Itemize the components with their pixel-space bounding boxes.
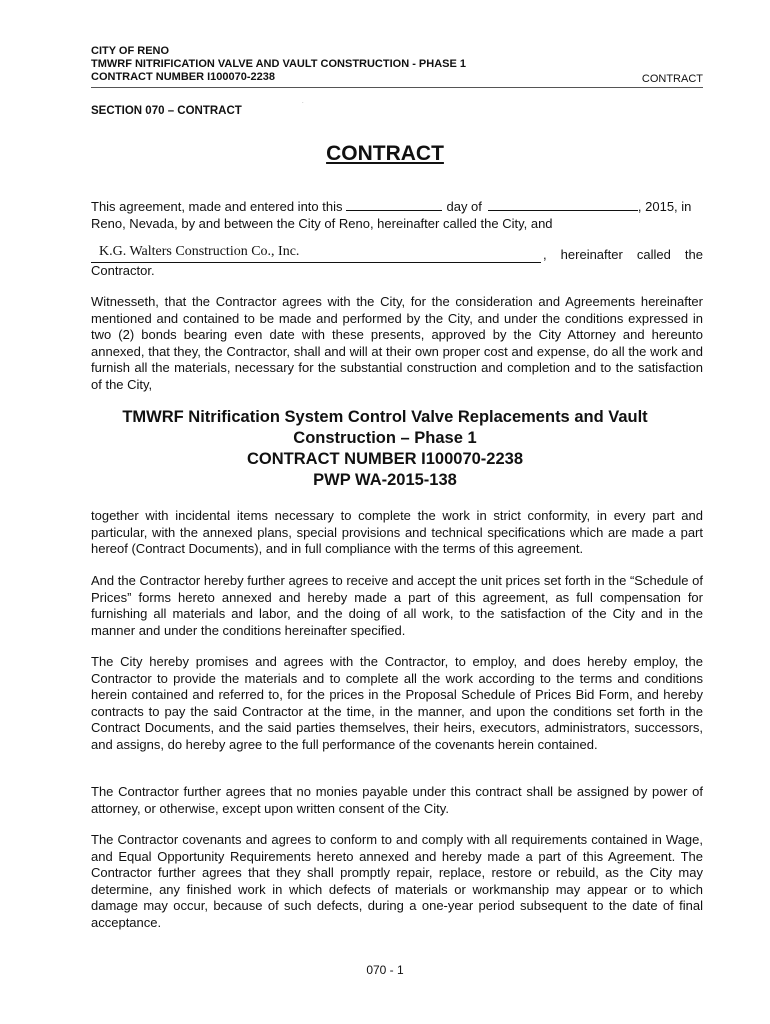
header-project: TMWRF NITRIFICATION VALVE AND VAULT CONSTRUCTION - PHASE 1 — [91, 58, 466, 70]
project-pwp-number: PWP WA-2015-138 — [313, 471, 457, 489]
unit-prices-paragraph: And the Contractor hereby further agrees to receive and accept the unit prices set forth in the “Schedule of Prices” forms hereto annexed and hereby made a part of this agreement, as full compensation for furnishing all materials and labor, and the doing of all work, to the satisfaction of the City and in the manner and under the conditions hereinafter specified. — [91, 573, 703, 638]
agreement-line-2: Reno, Nevada, by and between the City of Reno, hereinafter called the City, and — [91, 215, 553, 231]
contractor-label: Contractor. — [91, 263, 155, 278]
contractor-name-field[interactable]: K.G. Walters Construction Co., Inc. — [91, 244, 541, 263]
city-promises-paragraph: The City hereby promises and agrees with the Contractor, to employ, and does hereby employ, the Contractor to provide the materials and to complete all the work according to the terms and conditions herein contained and referred to, for the prices in the Proposal Schedule of Prices Bid Form, and hereby contracts to pay the said Contractor at the time, in the manner, and upon the conditions set forth in the Contract Documents, and the said parties themselves, their heirs, executors, administrators, successors, and assigns, do hereby agree to the full performance of the covenants herein contained. — [91, 654, 703, 752]
page-header — [91, 45, 703, 84]
contractor-line — [91, 244, 703, 264]
monies-paragraph: The Contractor further agrees that no monies payable under this contract shall be assigned by power of attorney, or otherwise, except upon written consent of the City. — [91, 784, 703, 816]
contractor-word-called: called — [636, 247, 671, 262]
contractor-comma: , — [543, 247, 547, 262]
contractor-tail — [543, 247, 703, 262]
contractor-word-the: the — [684, 247, 703, 262]
header-divider — [91, 87, 703, 88]
contractor-word-hereinafter: hereinafter — [560, 247, 623, 262]
header-city: CITY OF RENO — [91, 45, 170, 57]
covenants-paragraph: The Contractor covenants and agrees to conform to and comply with all requirements contained in Wage, and Equal Opportunity Requirements hereto annexed and hereby made a part of this Agreement. The Contractor further agrees that they shall promptly repair, replace, restore or rebuild, as the City may determine, any finished work in which defects of materials or workmanship may appear or to which damage may occur, because of such defects, during a one-year period subsequent to the date of final acceptance. — [91, 832, 703, 930]
day-blank[interactable] — [346, 198, 442, 211]
together-paragraph: together with incidental items necessary to complete the work in strict conformity, in every part and particular, with the annexed plans, special provisions and technical specifications which are made a part hereof (Contract Documents), and in full compliance with the terms of this agreement. — [91, 508, 703, 557]
section-label: SECTION 070 – CONTRACT — [91, 105, 242, 117]
header-contract-number: CONTRACT NUMBER I100070-2238 — [91, 71, 275, 83]
page-title: CONTRACT — [326, 142, 444, 165]
stray-mark: . — [302, 99, 304, 105]
project-contract-number: CONTRACT NUMBER I100070-2238 — [247, 450, 523, 468]
project-title-block — [0, 407, 770, 491]
project-title-line-2: Construction – Phase 1 — [293, 429, 477, 447]
agreement-paragraph — [91, 198, 703, 232]
agreement-text-1: This agreement, made and entered into this — [91, 199, 343, 214]
agreement-text-3: , 2015, in — [637, 199, 692, 214]
page-number: 070 - 1 — [366, 963, 404, 977]
header-right-label: CONTRACT — [641, 73, 703, 85]
witnesseth-paragraph: Witnesseth, that the Contractor agrees with the City, for the consideration and Agreements hereinafter mentioned and contained to be made and performed by the City, and under the conditions expressed in two (2) bonds bearing even date with these presents, approved by the City Attorney and hereunto annexed, that they, the Contractor, shall and will at their own proper cost and expense, do all the work and furnish all the materials, necessary for the substantial construction and completion and to the satisfaction of the City, — [91, 294, 703, 392]
project-title-line-1: TMWRF Nitrification System Control Valve Replacements and Vault — [122, 408, 648, 426]
month-blank[interactable] — [488, 198, 638, 211]
agreement-text-2: day of — [446, 199, 482, 214]
